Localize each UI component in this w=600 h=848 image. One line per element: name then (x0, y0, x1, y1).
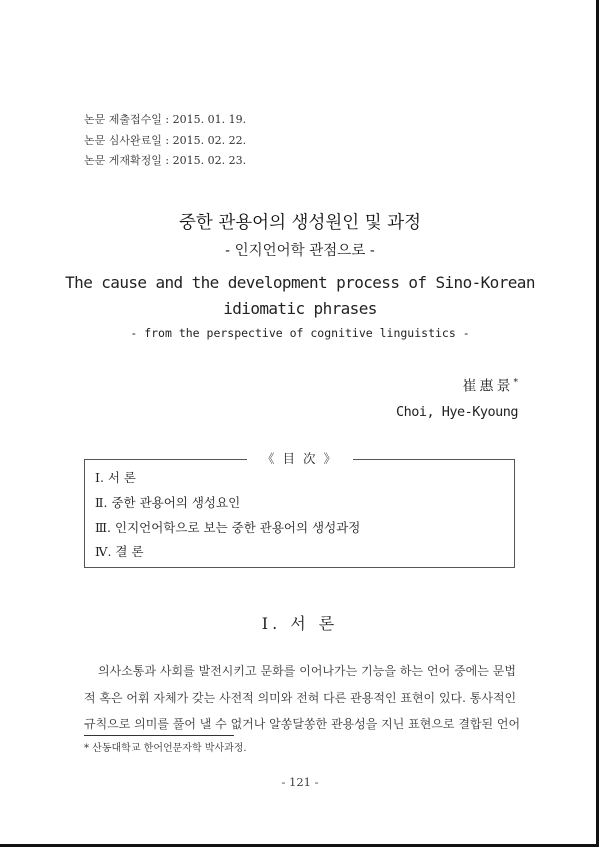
title-block (0, 210, 600, 342)
author-hanja-text: 崔惠景 (462, 378, 514, 395)
english-subtitle: - from the perspective of cognitive linguistics - (130, 326, 470, 340)
date-label: 논문 심사완료일 (84, 133, 162, 147)
toc-item: Ⅰ. 서 론 (95, 470, 137, 485)
date-value: 2015. 02. 22. (172, 133, 247, 147)
page-number: - 121 - (281, 775, 319, 789)
date-row (84, 131, 246, 152)
english-title-line1: The cause and the development process of Sino-Korean (65, 273, 535, 292)
korean-subtitle: - 인지언어학 관점으로 - (225, 243, 375, 259)
body-line: 규칙으로 의미를 풀어 낼 수 없거나 알쏭달쏭한 관용성을 지닌 표현으로 결합된 언어 (84, 717, 521, 731)
toc-item: Ⅲ. 인지언어학으로 보는 중한 관용어의 생성과정 (95, 519, 361, 535)
korean-title: 중한 관용어의 생성원인 및 과정 (178, 213, 421, 233)
toc-item: Ⅳ. 결 론 (95, 544, 144, 560)
body-line: 의사소통과 사회를 발전시키고 문화를 이어나가는 기능을 하는 언어 중에는 문법 (98, 664, 516, 678)
english-title-line2: idiomatic phrases (223, 299, 377, 318)
footnote-marker: * (513, 378, 518, 388)
body-paragraph (84, 658, 521, 738)
toc-list (95, 466, 360, 565)
section-heading: Ⅰ. 서 론 (261, 614, 339, 633)
submission-dates (84, 110, 246, 172)
date-label: 논문 게재확정일 (84, 154, 162, 167)
date-label: 논문 제출접수일 (84, 113, 162, 126)
date-row (84, 151, 246, 172)
author-name-english: Choi, Hye-Kyoung (395, 403, 518, 420)
date-separator: : (165, 154, 170, 167)
author-block (396, 372, 518, 424)
author-name-hanja (396, 372, 518, 398)
date-row (84, 110, 246, 131)
date-separator: : (165, 113, 170, 126)
footnote: * 산동대학교 한어언문자학 박사과정. (84, 743, 247, 754)
date-value: 2015. 02. 23. (172, 154, 247, 167)
toc-item: Ⅱ. 중한 관용어의 생성요인 (95, 494, 241, 510)
body-line: 적 혹은 어휘 자체가 갖는 사전적 의미와 전혀 다른 관용적인 표현이 있다. 통사적인 (84, 690, 517, 705)
toc-title: 《 目 次 》 (247, 450, 353, 468)
footnote-rule (84, 735, 234, 736)
date-value: 2015. 01. 19. (172, 113, 247, 126)
date-separator: : (165, 133, 170, 147)
